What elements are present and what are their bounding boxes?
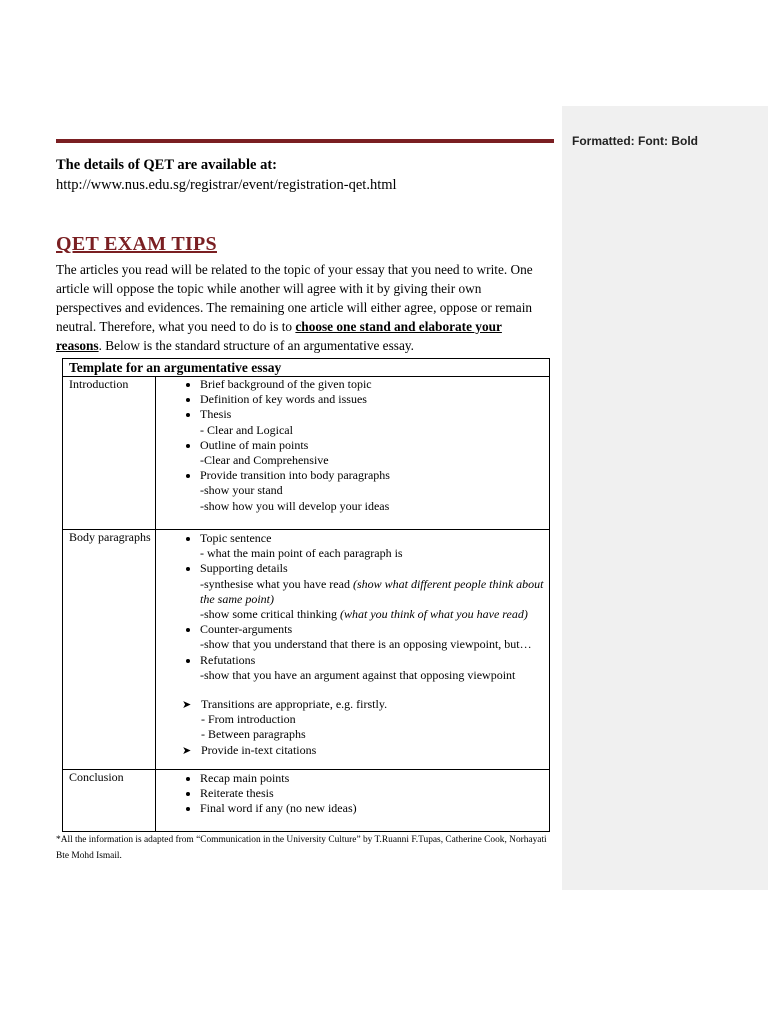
- template-header: Template for an argumentative essay: [63, 359, 550, 377]
- details-title: The details of QET are available at:: [56, 157, 277, 173]
- intro-point: • Definition of key words and issues: [200, 392, 549, 407]
- arrow-subpoint: - From introduction: [201, 712, 296, 727]
- body-subpoint: - what the main point of each paragraph is: [200, 546, 403, 561]
- intro-subpoint: -show your stand: [200, 483, 283, 498]
- body-subpoint: -show that you have an argument against that opposing viewpoint: [200, 667, 516, 682]
- conclusion-point: • Final word if any (no new ideas): [200, 801, 549, 816]
- intro-subpoint: - Clear and Logical: [200, 422, 293, 437]
- intro-subpoint: -show how you will develop your ideas: [200, 498, 390, 513]
- intro-point: • Outline of main points -Clear and Comprehensive: [200, 438, 549, 468]
- body-point: • Refutations -show that you have an argument against that opposing viewpoint: [200, 653, 549, 683]
- header-rule: [56, 139, 554, 143]
- intro-point: • Brief background of the given topic: [200, 377, 549, 392]
- tips-heading: QET EXAM TIPS: [56, 233, 217, 255]
- arrow-point: ➤ Provide in-text citations: [182, 743, 549, 758]
- body-subpoint: -show some critical thinking (what you think of what you have read): [200, 607, 528, 622]
- body-subpoint: -show that you understand that there is an opposing viewpoint, but…: [200, 637, 532, 652]
- conclusion-points: [156, 770, 550, 832]
- body-point: • Counter-arguments -show that you understand that there is an opposing viewpoint, but…: [200, 622, 549, 652]
- intro-point: • Provide transition into body paragraphs -show your stand -show how you will develop your ideas: [200, 468, 549, 514]
- body-point: • Supporting details -synthesise what you have read (show what different people think about the same point) -show some critical thinking (what you think of what you have read): [200, 561, 549, 622]
- conclusion-point: • Recap main points: [200, 771, 549, 786]
- intro-subpoint: -Clear and Comprehensive: [200, 453, 329, 468]
- intro-text-end: . Below is the standard structure of an argumentative essay.: [98, 338, 414, 353]
- details-url[interactable]: http://www.nus.edu.sg/registrar/event/registration-qet.html: [56, 177, 397, 193]
- comment-pane-title: Formatted: Font: Bold: [572, 134, 698, 148]
- conclusion-point: • Reiterate thesis: [200, 786, 549, 801]
- body-point: • Topic sentence - what the main point of each paragraph is: [200, 531, 549, 561]
- body-points: [156, 530, 550, 770]
- intro-point: • Thesis - Clear and Logical: [200, 407, 549, 437]
- arrow-point: ➤ Transitions are appropriate, e.g. firstly. - From introduction - Between paragraphs: [182, 697, 549, 743]
- intro-paragraph: [56, 260, 544, 355]
- footnote: *All the information is adapted from “Communication in the University Culture” by T.Ruanni F.Tupas, Catherine Cook, Norhayati Bte Mohd Ismail.: [56, 835, 547, 861]
- conclusion-label: Conclusion: [63, 770, 156, 832]
- body-label: Body paragraphs: [63, 530, 156, 770]
- essay-template-table: [62, 358, 550, 832]
- arrow-subpoint: - Between paragraphs: [201, 727, 306, 742]
- intro-emphasis: choose one stand and elaborate your reasons: [56, 319, 502, 353]
- intro-text-start: The articles you read will be related to the topic of your essay that you need to write. One article will oppose the topic while another will agree with it by giving their own perspectives and evidences. The remaining one article will either agree, oppose or remain neutral. Therefore, what you need to do is to: [56, 262, 533, 334]
- introduction-points: [156, 377, 550, 530]
- comment-pane: [562, 106, 768, 890]
- body-subpoint: -synthesise what you have read (show what different people think about the same point): [200, 576, 544, 606]
- introduction-label: Introduction: [63, 377, 156, 530]
